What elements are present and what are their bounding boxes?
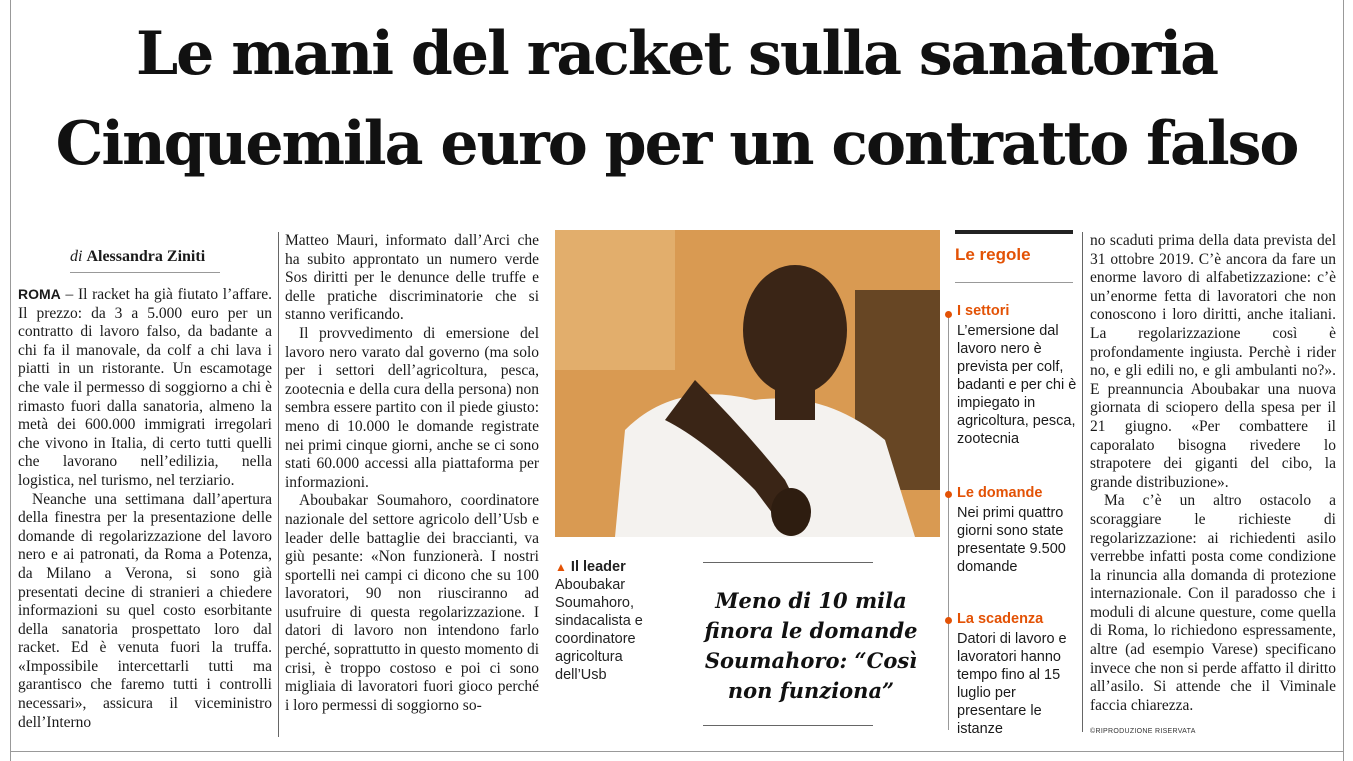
sidebar-item-head: Le domande — [957, 485, 1043, 501]
sidebar-box-title: Le regole — [955, 245, 1031, 264]
sidebar-item-head: I settori — [957, 303, 1010, 319]
sidebar-bullet-icon — [945, 311, 952, 318]
pullquote-rule-top — [703, 562, 873, 563]
byline-prefix: di — [70, 248, 83, 265]
article-column-1 — [18, 285, 272, 732]
article-column-2 — [285, 232, 539, 715]
column-divider — [1082, 232, 1083, 732]
article-paragraph: Il provvedimento di emersione del lavoro nero varato dal governo (ma solo per i settori dell’agricoltura, pesca, zootecnia e della cura della persona) non sembra essere partito con il piede giusto: meno di 10.000 le domande registrate nei primi cinque giorni, anche se ci sono stati 60.000 accessi alla piattaforma per informazioni. — [285, 324, 539, 491]
sidebar-timeline-line — [948, 312, 949, 730]
article-paragraph: Ma c’è un altro ostacolo a scoraggiare le richieste di regolarizzazione: ai richiedenti asilo verrebbe infatti posta come condizione la rinuncia alla domanda di protezione internazionale. Con il paradosso che i moduli di alcune questure, come quella di Roma, lo richiedono espressamente, altre (ad esempio Varese) specificano invece che non si perde affatto il diritto all’asilo. Si attende che il Viminale faccia chiarezza. — [1090, 492, 1336, 714]
headline-line-2: Cinquemila euro per un contratto falso — [55, 109, 1298, 179]
article-paragraph: Aboubakar Soumahoro, coordinatore nazionale del settore agricolo dell’Usb e leader delle battaglie dei braccianti, va giù pesante: «Non funzionerà. I nostri sportelli nei campi ci dicono che su 100 lavoratori, 90 non riusciranno ad usufruire di questa regolarizzazione. I datori di lavoro non intendono farlo perché, soprattutto in questo momento di crisi, è troppo costoso e poi ci sono migliaia di lavoratori fuori gioco perché i loro permessi di soggiorno so- — [285, 492, 539, 714]
article-column-3 — [1090, 232, 1336, 715]
byline-author: Alessandra Ziniti — [86, 248, 206, 265]
article-paragraph: no scaduti prima della data prevista del 31 ottobre 2019. C’è ancora da fare un enorme lavoro di alfabetizzazione: c’è un’enorme fetta di lavoratori che non conoscono i loro diritti, anche italiani. La regolarizzazione così è profondamente ingiusta. Perchè i rider no, e gli edili no, e gli ambulanti no?». E preannuncia Aboubakar una nuova giornata di sciopero della spesa per il 21 giugno. «Per combattere il caporalato bisogna rivedere lo strapotere dei giganti del cibo, la grande distribuzione». — [1090, 232, 1336, 491]
byline-divider — [70, 272, 220, 273]
caption-triangle-icon: ▲ — [555, 560, 567, 574]
byline — [70, 248, 205, 266]
photo-caption — [555, 558, 665, 684]
sidebar-item-head: La scadenza — [957, 611, 1044, 627]
article-paragraph: Matteo Mauri, informato dall’Arci che ha subito approntato un numero verde Sos diritti per le denunce delle truffe e delle pratiche discriminatorie che si stanno verificando. — [285, 232, 539, 324]
article-paragraph — [18, 285, 272, 491]
sidebar-item-body: Nei primi quattro giorni sono state presentate 9.500 domande — [957, 505, 1066, 575]
copyright-notice: ©RIPRODUZIONE RISERVATA — [1090, 728, 1196, 735]
article-text: – Il racket ha già fiutato l’affare. Il prezzo: da 3 a 5.000 euro per un contratto di lavoro falso, da badante a chi fa il manovale, da colf a chi lava i piatti in un ristorante. Un escamotage che vale il permesso di soggiorno a chi è rimasto fuori dalla sanatoria, almeno la metà dei 600.000 immigrati irregolari che vivono in Italia, di certo tutti quelli che lavorano nell’edilizia, nella logistica, nel turismo, nel terziario. — [18, 286, 272, 489]
caption-text: Aboubakar Soumahoro, sindacalista e coordinatore agricoltura dell’Usb — [555, 577, 643, 683]
page-border-bottom — [10, 751, 1344, 752]
caption-lead: Il leader — [570, 559, 626, 575]
pullquote-rule-bottom — [703, 725, 873, 726]
sidebar-bullet-icon — [945, 491, 952, 498]
column-divider — [278, 232, 279, 737]
sidebar-item-body: Datori di lavoro e lavoratori hanno tempo fino al 15 luglio per presentare le istanze — [957, 631, 1067, 737]
sidebar-box-divider — [955, 282, 1073, 283]
headline-line-1: Le mani del racket sulla sanatoria — [135, 19, 1218, 89]
sidebar-item-body: L’emersione dal lavoro nero è prevista per colf, badanti e per chi è impiegato in agricoltura, pesca, zootecnia — [957, 323, 1077, 447]
sidebar-bullet-icon — [945, 617, 952, 624]
dateline: ROMA — [18, 286, 61, 302]
photo-aboubakar-soumahoro — [555, 230, 940, 537]
sidebar-box-top-bar — [955, 230, 1073, 234]
portrait-illustration — [555, 230, 940, 537]
article-paragraph: Neanche una settimana dall’apertura della finestra per la presentazione delle domande di regolarizzazione del lavoro nero e ai patronati, da Roma a Potenza, da Milano a Verona, si sono già presentati decine di stranieri a chiedere informazioni su quel costo esorbitante della sanatoria prospettato loro dal racket. Ed è venuta fuori la truffa. «Impossibile intercettarli tutti ma garantisco che faremo tutti i controlli necessari», assicura il viceministro dell’Interno — [18, 490, 272, 731]
pullquote: Meno di 10 mila finora le domande Soumahoro: “Così non funziona” — [704, 588, 918, 703]
